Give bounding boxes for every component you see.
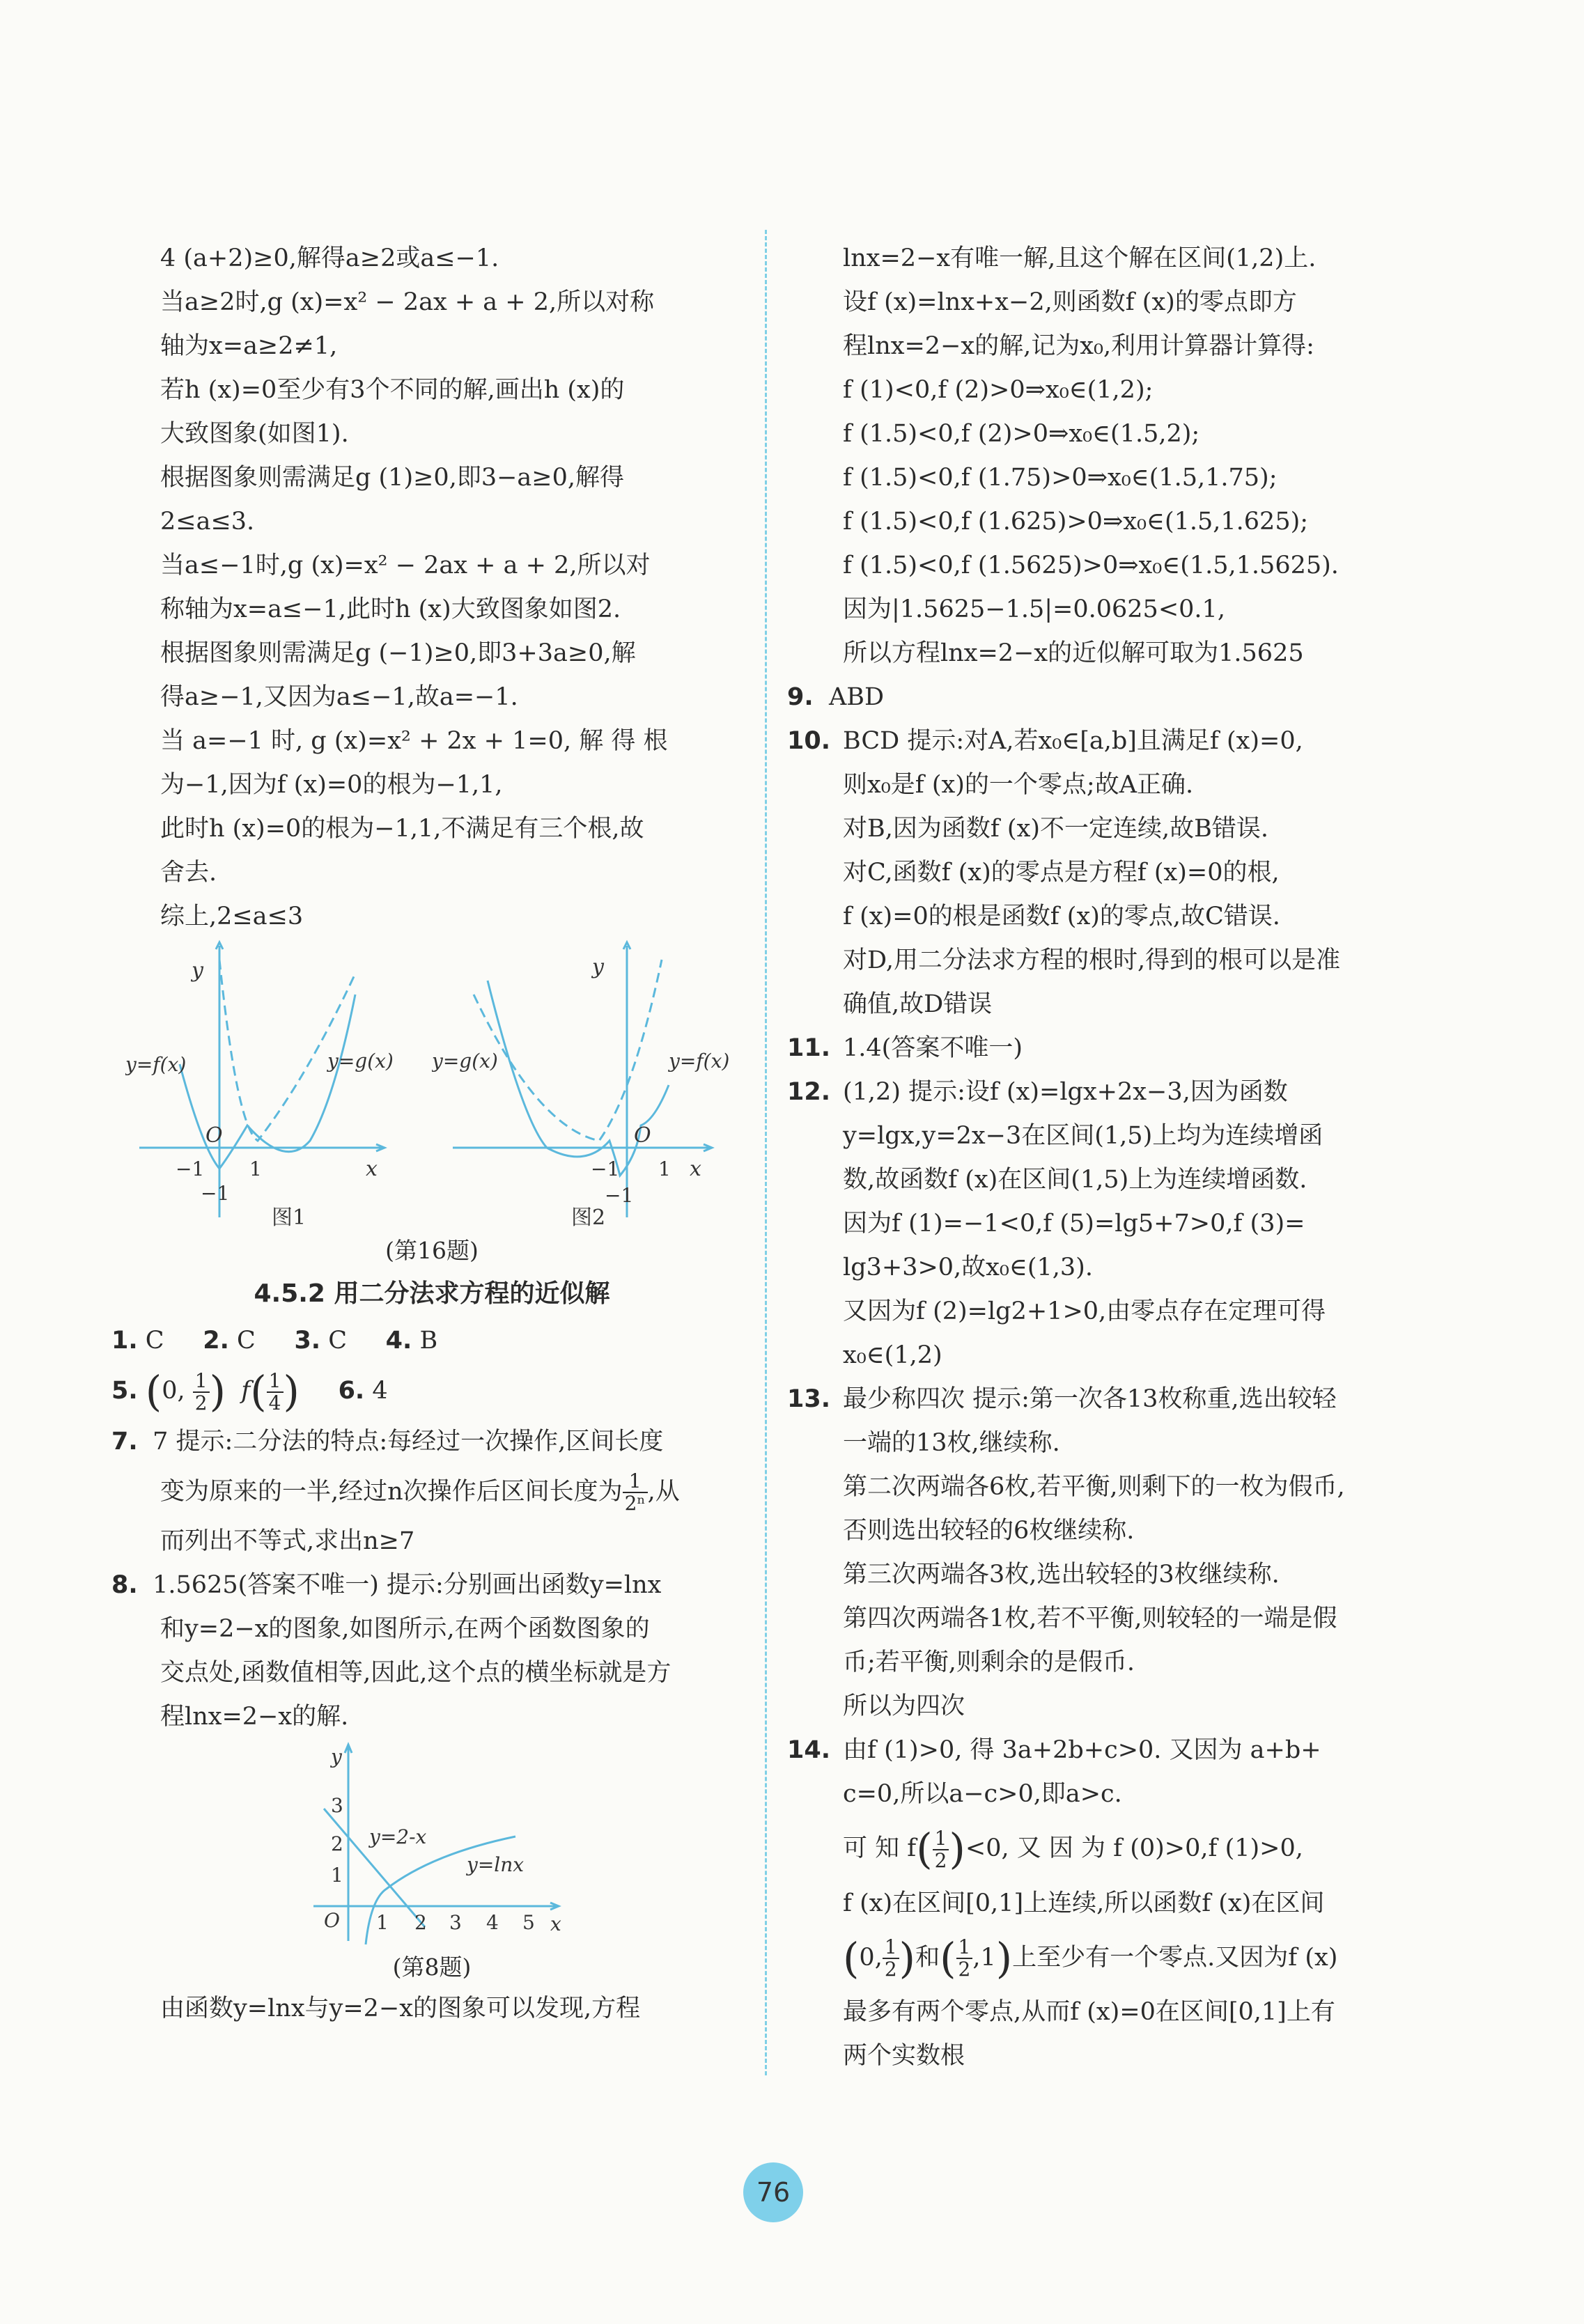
x-label: x xyxy=(550,1912,561,1935)
figure-16 xyxy=(111,939,752,1231)
q13-answer: 13. 最少称四次 提示:第一次各13枚称重,选出较轻 一端的13枚,继续称. 第二次两端各6枚,若平衡,则剩下的一枚为假币, 否则选出较轻的6枚继续称. 第三次两端各3枚,选出较轻的3枚继续称. 第四次两端各1枚,若不平衡,则较轻的一端是假 币;若平衡,则剩余的是假币. 所以为四次 xyxy=(787,1385,1345,1720)
label-f: y=f(x) xyxy=(125,1053,187,1076)
figure-8-graph xyxy=(293,1739,571,1948)
q12-answer: 12. (1,2) 提示:设f (x)=lgx+2x−3,因为函数 y=lgx,y=2x−3在区间(1,5)上均为连续增函 数,故函数f (x)在区间(1,5)上为连续增函数. 因为f (1)=−1<0,f (5)=lg5+7>0,f (3)= lg3+3>0,故x₀∈(1,3). 又因为f (2)=lg2+1>0,由零点存在定理可得 x₀∈(1,2) xyxy=(787,1078,1326,1369)
x-tick-5: 5 xyxy=(522,1910,535,1934)
text-line: 由函数y=lnx与y=2−x的图象可以发现,方程 xyxy=(160,1994,641,2022)
q8-continued: lnx=2−x有唯一解,且这个解在区间(1,2)上. 设f (x)=lnx+x−2,则函数f (x)的零点即方 程lnx=2−x的解,记为x₀,利用计算器计算得: f (1)<0,f (2)>0⇒x₀∈(1,2); f (1.5)<0,f (2)>0⇒x₀∈(1.5,2); f (1.5)<0,f (1.75)>0⇒x₀∈(1.5,1.75); f (1.5)<0,f (1.625)>0⇒x₀∈(1.5,1.625); f (1.5)<0,f (1.5625)>0⇒x₀∈(1.5,1.5625). 因为|1.5625−1.5|=0.0625<0.1, 所以方程lnx=2−x的近似解可取为1.5625 xyxy=(843,244,1339,667)
q10-answer: 10. BCD 提示:对A,若x₀∈[a,b]且满足f (x)=0, 则x₀是f (x)的一个零点;故A正确. 对B,因为函数f (x)不一定连续,故B错误. 对C,函数f (x)的零点是方程f (x)=0的根, f (x)=0的根是函数f (x)的零点,故C错误. 对D,用二分法求方程的根时,得到的根可以是准 确值,故D错误 xyxy=(787,727,1341,1018)
figure-8-caption: (第8题) xyxy=(392,1953,472,1981)
text-line: 当a≥2时,g (x)=x² − 2ax + a + 2,所以对称 xyxy=(160,288,655,316)
x-tick-3: 3 xyxy=(449,1910,462,1934)
label-lnx: y=lnx xyxy=(467,1853,525,1876)
text-line: 此时h (x)=0的根为−1,1,不满足有三个根,故 xyxy=(160,815,644,843)
origin-label: O xyxy=(205,1123,223,1148)
text-line: 根据图象则需满足g (1)≥0,即3−a≥0,解得 xyxy=(160,464,625,492)
x-label: x xyxy=(690,1157,701,1181)
tick-neg1: −1 xyxy=(176,1157,205,1180)
tick-neg1: −1 xyxy=(591,1157,620,1180)
page-number: 76 xyxy=(743,2162,803,2222)
origin-label: O xyxy=(324,1908,340,1932)
figure-16-graph-2 xyxy=(432,939,738,1231)
text-line: 称轴为x=a≤−1,此时h (x)大致图象如图2. xyxy=(160,595,621,623)
text-line: 综上,2≤a≤3 xyxy=(160,903,304,930)
figure-16-graph-1 xyxy=(125,939,418,1231)
answers-1-4: 1. C 2. C 3. C 4. B xyxy=(111,1327,438,1355)
label-g: y=g(x) xyxy=(432,1050,498,1073)
text-line: 当 a=−1 时, g (x)=x² + 2x + 1=0, 解 得 根 xyxy=(160,727,668,755)
q8-answer: 8. 1.5625(答案不唯一) 提示:分别画出函数y=lnx 和y=2−x的图象,如图所示,在两个函数图象的 交点处,函数值相等,因此,这个点的横坐标就是方 程lnx=2−x的解. xyxy=(111,1570,671,1731)
x-tick-2: 2 xyxy=(414,1910,427,1934)
answers-5-6: 5. (0, $\frac{1}{2}$ ) f( $\frac{1}{4}$ ) 6. 4 xyxy=(111,1367,388,1417)
text-line: 4 (a+2)≥0,解得a≥2或a≤−1. xyxy=(160,244,499,272)
x-tick-4: 4 xyxy=(486,1910,499,1934)
figure-16-caption: (第16题) xyxy=(385,1237,479,1264)
text-line: 为−1,因为f (x)=0的根为−1,1, xyxy=(160,771,503,799)
tick-neg-y: −1 xyxy=(201,1182,230,1205)
x-label: x xyxy=(366,1157,378,1181)
text-line: 大致图象(如图1). xyxy=(160,420,349,448)
label-line: y=2-x xyxy=(369,1825,427,1848)
origin-label: O xyxy=(634,1123,651,1148)
label-f: y=f(x) xyxy=(669,1050,730,1073)
figure-1-caption: 图1 xyxy=(272,1206,306,1230)
section-title: 4.5.2 用二分法求方程的近似解 xyxy=(254,1279,610,1308)
q9-answer: 9. ABD xyxy=(787,683,885,711)
y-tick-2: 2 xyxy=(331,1832,343,1855)
text-line: 若h (x)=0至少有3个不同的解,画出h (x)的 xyxy=(160,376,625,404)
figure-2-caption: 图2 xyxy=(571,1206,606,1230)
text-line: 根据图象则需满足g (−1)≥0,即3+3a≥0,解 xyxy=(160,639,636,667)
y-label: y xyxy=(331,1745,342,1768)
right-column xyxy=(787,237,1435,2078)
curve-g xyxy=(474,960,662,1141)
label-g: y=g(x) xyxy=(327,1050,394,1073)
q11-answer: 11. 1.4(答案不唯一) xyxy=(787,1034,1023,1062)
x-tick-1: 1 xyxy=(376,1910,389,1934)
y-tick-3: 3 xyxy=(331,1793,343,1817)
column-divider xyxy=(765,230,767,2075)
q14-answer: 14. 由f (1)>0, 得 3a+2b+c>0. 又因为 a+b+ c=0,所以a−c>0,即a>c. 可 知 f( $\frac{1}{2}$ )<0, 又 因 为 f (0)>0,f (1)>0, f (x)在区间[0,1]上连续,所以函数f (x)在区间 (0, $\frac{1}{2}$ )和( $\frac{1}{2}$ ,1)上至少有一个零点.又因为f (x) 最多有两个零点,从而f (x)=0在区间[0,1]上有 两个实数根 xyxy=(787,1736,1338,2070)
tick-1: 1 xyxy=(249,1157,262,1180)
tick-1: 1 xyxy=(658,1157,671,1180)
q7-answer: 7. 7 提示:二分法的特点:每经过一次操作,区间长度 变为原来的一半,经过n次操作后区间长度为 $\frac{1}{\text{2ⁿ}}$ ,从 而列出不等式,求出n≥7 xyxy=(111,1427,680,1555)
text-line: 当a≤−1时,g (x)=x² − 2ax + a + 2,所以对 xyxy=(160,552,651,579)
text-line: 2≤a≤3. xyxy=(160,508,255,536)
text-line: 得a≥−1,又因为a≤−1,故a=−1. xyxy=(160,683,518,711)
text-line: 舍去. xyxy=(160,859,217,887)
y-label: y xyxy=(592,955,604,979)
y-label: y xyxy=(192,958,203,983)
text-line: 轴为x=a≥2≠1, xyxy=(160,332,338,360)
q16-solution xyxy=(111,237,752,939)
y-tick-1: 1 xyxy=(331,1863,343,1887)
tick-neg-y: −1 xyxy=(605,1184,634,1207)
left-column xyxy=(111,237,752,2031)
